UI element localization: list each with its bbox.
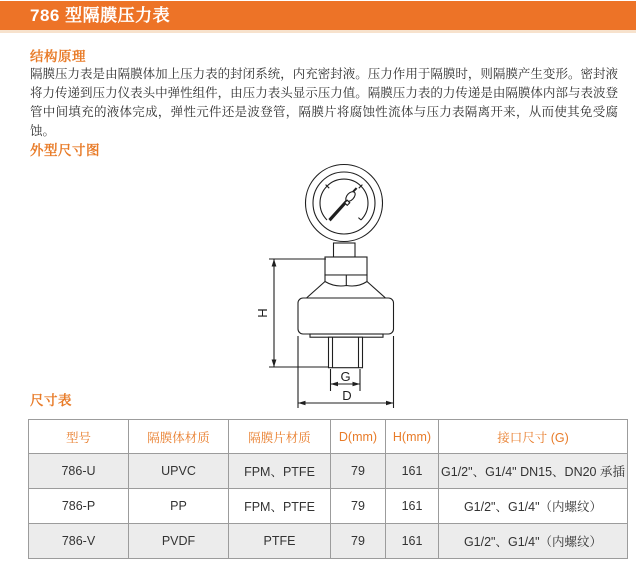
- spec-table: [28, 419, 628, 559]
- page-title: 786 型隔膜压力表: [30, 6, 171, 25]
- table-cell: UPVC: [129, 454, 229, 489]
- dimension-label-h: H: [255, 308, 270, 318]
- table-cell: PVDF: [129, 524, 229, 559]
- table-cell: 79: [331, 454, 386, 489]
- table-cell: G1/2"、G1/4"（内螺纹）: [439, 489, 628, 524]
- page-title-bar: [0, 1, 636, 30]
- principle-paragraph: 隔膜压力表是由隔膜体加上压力表的封闭系统，内充密封液。压力作用于隔膜时，则隔膜产生变形。密封液将力传递到压力仪表头中弹性组件，由压力表头显示压力值。隔膜压力表的力传递是由隔膜体内部与表波登管中间填充的液体完成，弹性元件还是波登管，隔膜片将腐蚀性流体与压力表隔离开来，从而使其免受腐蚀。: [30, 67, 618, 138]
- table-cell: 786-U: [29, 454, 129, 489]
- spec-table-column-header: H(mm): [386, 420, 439, 454]
- table-cell: 161: [386, 524, 439, 559]
- table-cell: 786-P: [29, 489, 129, 524]
- table-cell: PTFE: [229, 524, 331, 559]
- table-cell: FPM、PTFE: [229, 454, 331, 489]
- table-row: [29, 454, 628, 489]
- table-cell: 79: [331, 524, 386, 559]
- spec-table-body: [29, 454, 628, 559]
- diaphragm-body: [298, 298, 394, 368]
- table-cell: 161: [386, 454, 439, 489]
- section-heading-dimension-drawing: 外型尺寸图: [30, 143, 100, 158]
- gauge-stem-connector: [307, 243, 386, 298]
- section-heading-principle: 结构原理: [30, 49, 86, 64]
- spec-table-head-row: [29, 420, 628, 454]
- title-bar-accent-strip: [0, 30, 636, 33]
- pressure-gauge-dimension-drawing: [0, 158, 636, 414]
- section-heading-spec-table: 尺寸表: [30, 393, 72, 408]
- spec-table-column-header: 接口尺寸 (G): [439, 420, 628, 454]
- table-cell: G1/2"、G1/4" DN15、DN20 承插: [439, 454, 628, 489]
- dimension-label-g: G: [340, 369, 351, 384]
- table-cell: G1/2"、G1/4"（内螺纹）: [439, 524, 628, 559]
- spec-table-column-header: D(mm): [331, 420, 386, 454]
- table-cell: 161: [386, 489, 439, 524]
- spec-table-column-header: 型号: [29, 420, 129, 454]
- dimension-label-d: D: [342, 388, 352, 403]
- spec-table-column-header: 隔膜片材质: [229, 420, 331, 454]
- table-cell: FPM、PTFE: [229, 489, 331, 524]
- table-cell: 786-V: [29, 524, 129, 559]
- table-cell: 79: [331, 489, 386, 524]
- spec-table-column-header: 隔膜体材质: [129, 420, 229, 454]
- table-row: [29, 524, 628, 559]
- table-cell: PP: [129, 489, 229, 524]
- table-row: [29, 489, 628, 524]
